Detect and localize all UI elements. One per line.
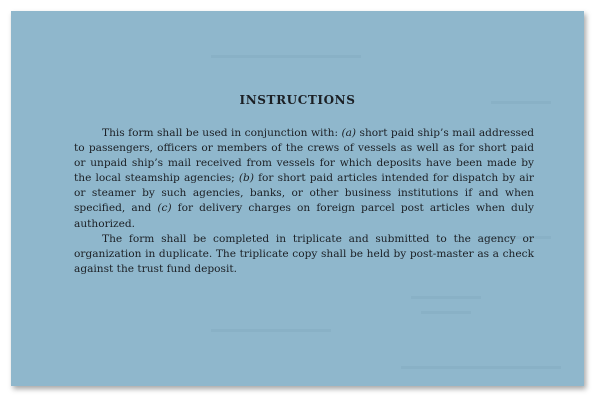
instructions-heading: INSTRUCTIONS (239, 93, 356, 107)
show-through-line (411, 296, 481, 299)
show-through-line (421, 311, 471, 314)
show-through-line (401, 366, 561, 369)
marker-c: (c) (157, 202, 172, 215)
marker-b: (b) (238, 172, 254, 185)
paragraph-triplicate: The form shall be completed in triplicate and submitted to the agency or organization in duplicate. The triplicate copy shall be held by post-master as a check against the trust fund deposit. (74, 232, 534, 275)
paragraph-usage-part-a: short paid ship’s mail addressed to passengers, officers or members of the crews of vessels as well as for short paid or unpaid ship’s mail received from vessels for which deposits have been made by the local steamship agencies; (74, 127, 534, 185)
form-card (11, 11, 584, 386)
paragraph-usage (74, 126, 534, 232)
paragraph-usage-part-c: for delivery charges on foreign parcel post articles when duly authorized. (74, 202, 535, 230)
show-through-line (211, 329, 331, 332)
marker-a: (a) (341, 127, 357, 139)
instructions-body (74, 126, 534, 277)
paragraph-usage-lead: This form shall be used in conjunction with: (102, 127, 342, 139)
paragraph-usage-part-b: for short paid articles intended for dispatch by air or steamer by such agencies, banks, or other business institutions if and when specified, and (74, 172, 534, 215)
show-through-line (211, 55, 361, 58)
